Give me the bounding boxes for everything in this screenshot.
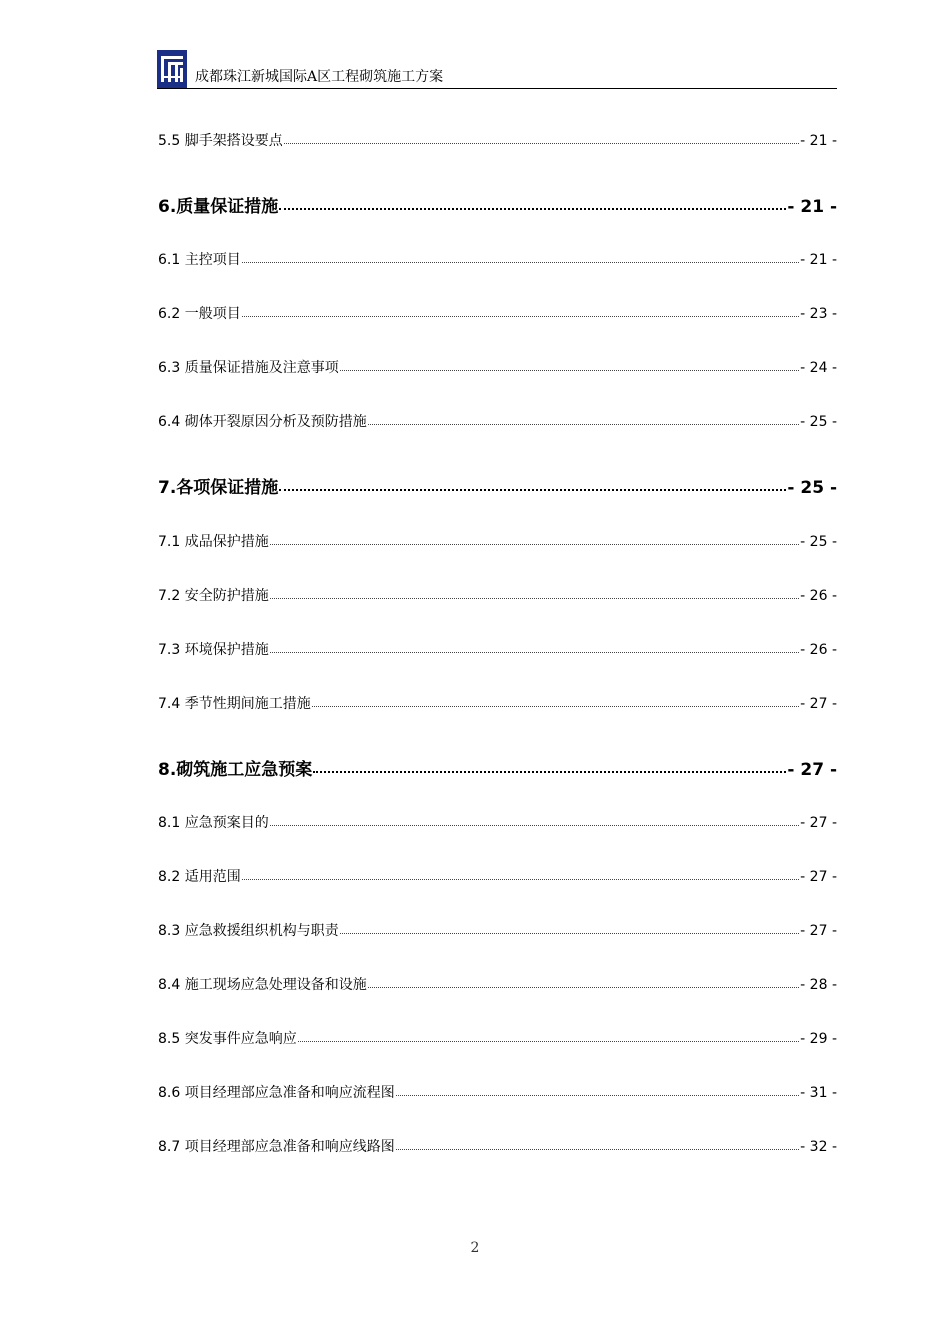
- toc-entry-title: 8.砌筑施工应急预案: [158, 760, 313, 780]
- toc-entry-page: - 26 -: [800, 642, 837, 658]
- toc-entry-page: - 25 -: [800, 534, 837, 550]
- toc-section-entry[interactable]: [158, 1136, 837, 1156]
- toc-section-entry[interactable]: [158, 303, 837, 323]
- toc-section-entry[interactable]: [158, 974, 837, 994]
- toc-entry-page: - 31 -: [800, 1085, 837, 1101]
- toc-entry-title: 8.6 项目经理部应急准备和响应流程图: [158, 1085, 395, 1101]
- toc-entry-title: 7.各项保证措施: [158, 478, 279, 498]
- toc-dot-leader: [270, 651, 799, 653]
- toc-section-entry[interactable]: [158, 585, 837, 605]
- toc-entry-page: - 32 -: [800, 1139, 837, 1155]
- toc-dot-leader: [368, 986, 799, 988]
- page-number: 2: [470, 1240, 480, 1256]
- toc-dot-leader: [242, 878, 799, 880]
- toc-entry-title: 8.5 突发事件应急响应: [158, 1031, 297, 1047]
- toc-section-entry[interactable]: [158, 920, 837, 940]
- toc-entry-title: 6.4 砌体开裂原因分析及预防措施: [158, 414, 367, 430]
- toc-entry-title: 6.1 主控项目: [158, 252, 241, 268]
- toc-dot-leader: [270, 543, 799, 545]
- toc-dot-leader: [279, 488, 786, 491]
- toc-entry-page: - 21 -: [787, 197, 837, 217]
- toc-dot-leader: [270, 824, 799, 826]
- toc-entry-page: - 27 -: [800, 869, 837, 885]
- company-logo: [157, 50, 187, 88]
- toc-entry-title: 6.3 质量保证措施及注意事项: [158, 360, 339, 376]
- toc-section-entry[interactable]: [158, 130, 837, 150]
- toc-entry-page: - 21 -: [800, 133, 837, 149]
- toc-entry-title: 8.2 适用范围: [158, 869, 241, 885]
- toc-entry-title: 6.质量保证措施: [158, 197, 279, 217]
- toc-dot-leader: [312, 705, 799, 707]
- toc-section-entry[interactable]: [158, 411, 837, 431]
- toc-entry-title: 6.2 一般项目: [158, 306, 241, 322]
- toc-entry-page: - 29 -: [800, 1031, 837, 1047]
- toc-section-entry[interactable]: [158, 1028, 837, 1048]
- toc-entry-page: - 26 -: [800, 588, 837, 604]
- toc-section-entry[interactable]: [158, 693, 837, 713]
- toc-dot-leader: [340, 369, 799, 371]
- toc-entry-page: - 21 -: [800, 252, 837, 268]
- toc-dot-leader: [279, 207, 786, 210]
- toc-entry-page: - 27 -: [800, 923, 837, 939]
- toc-dot-leader: [396, 1148, 799, 1150]
- toc-dot-leader: [242, 261, 799, 263]
- toc-section-entry[interactable]: [158, 1082, 837, 1102]
- page-header: [157, 48, 837, 89]
- toc-entry-page: - 27 -: [800, 696, 837, 712]
- toc-chapter-entry[interactable]: [158, 192, 837, 217]
- toc-dot-leader: [242, 315, 799, 317]
- toc-entry-title: 5.5 脚手架搭设要点: [158, 133, 283, 149]
- toc-entry-page: - 27 -: [787, 760, 837, 780]
- toc-chapter-entry[interactable]: [158, 755, 837, 780]
- toc-entry-title: 7.4 季节性期间施工措施: [158, 696, 311, 712]
- toc-entry-title: 8.1 应急预案目的: [158, 815, 269, 831]
- toc-entry-title: 7.3 环境保护措施: [158, 642, 269, 658]
- toc-entry-title: 8.7 项目经理部应急准备和响应线路图: [158, 1139, 395, 1155]
- toc-chapter-entry[interactable]: [158, 473, 837, 498]
- toc-section-entry[interactable]: [158, 866, 837, 886]
- toc-entry-page: - 24 -: [800, 360, 837, 376]
- toc-dot-leader: [340, 932, 799, 934]
- toc-entry-page: - 28 -: [800, 977, 837, 993]
- toc-section-entry[interactable]: [158, 639, 837, 659]
- document-title: 成都珠江新城国际A区工程砌筑施工方案: [195, 69, 444, 85]
- toc-dot-leader: [368, 423, 799, 425]
- toc-dot-leader: [313, 770, 786, 773]
- toc-section-entry[interactable]: [158, 249, 837, 269]
- toc-entry-page: - 25 -: [800, 414, 837, 430]
- toc-section-entry[interactable]: [158, 812, 837, 832]
- toc-entry-page: - 23 -: [800, 306, 837, 322]
- toc-entry-title: 7.2 安全防护措施: [158, 588, 269, 604]
- toc-entry-title: 8.4 施工现场应急处理设备和设施: [158, 977, 367, 993]
- toc-section-entry[interactable]: [158, 531, 837, 551]
- toc-entry-page: - 25 -: [787, 478, 837, 498]
- toc-entry-title: 7.1 成品保护措施: [158, 534, 269, 550]
- toc-dot-leader: [298, 1040, 799, 1042]
- toc-entry-page: - 27 -: [800, 815, 837, 831]
- toc-entry-title: 8.3 应急救援组织机构与职责: [158, 923, 339, 939]
- toc-section-entry[interactable]: [158, 357, 837, 377]
- toc-dot-leader: [396, 1094, 799, 1096]
- toc-dot-leader: [270, 597, 799, 599]
- toc-dot-leader: [284, 142, 799, 144]
